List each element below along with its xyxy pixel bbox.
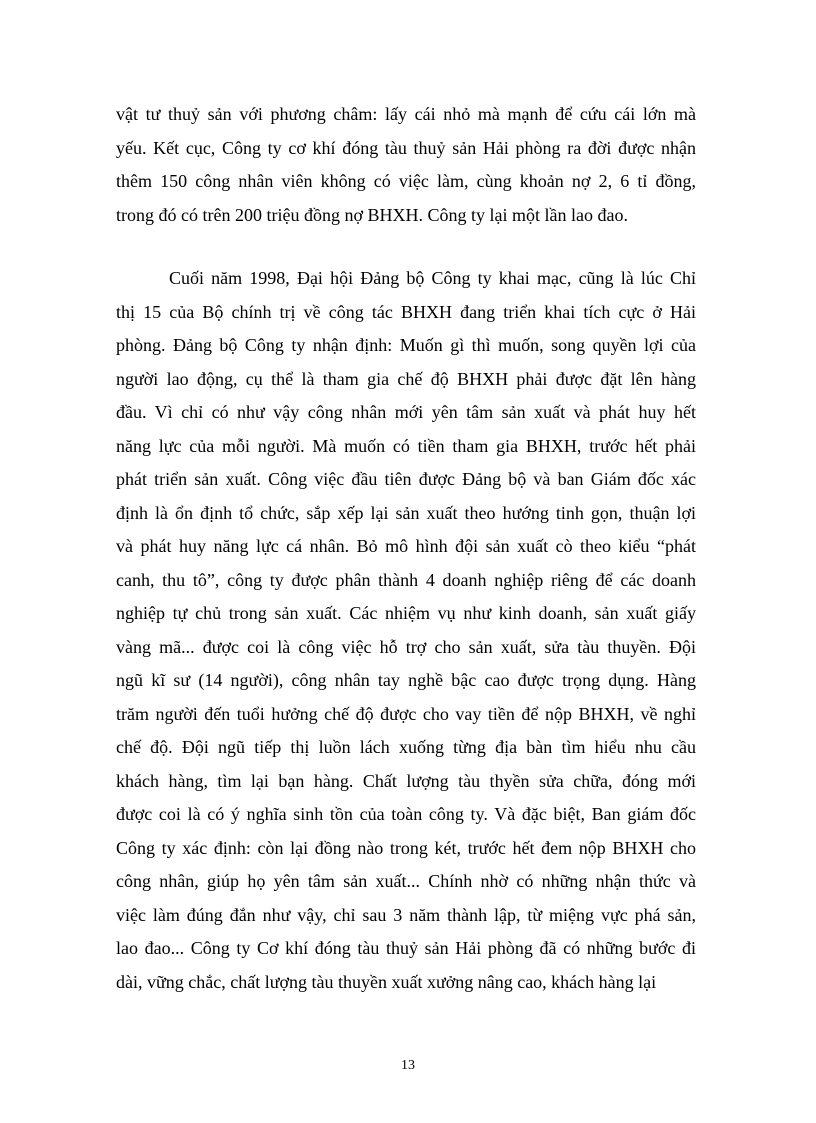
text-line: phát triển sản xuất. Công việc đầu tiên được Đảng bộ và ban Giám đốc xác: [116, 469, 696, 489]
text-line: Công ty xác định: còn lại đồng nào trong két, trước hết đem nộp BHXH cho: [116, 837, 696, 858]
paragraph-2: [116, 262, 696, 999]
text-line: thị 15 của Bộ chính trị về công tác BHXH đang triển khai tích cực ở Hải: [116, 301, 696, 322]
text-line: Cuối năm 1998, Đại hội Đảng bộ Công ty khai mạc, cũng là lúc Chỉ: [169, 268, 696, 288]
text-line: định là ổn định tổ chức, sắp xếp lại sản xuất theo hướng tinh gọn, thuận lợi: [116, 502, 696, 523]
page-number: 13: [401, 1058, 415, 1073]
text-line: việc làm đúng đắn như vậy, chỉ sau 3 năm thành lập, từ miệng vực phá sản,: [116, 904, 696, 925]
text-line: nghiệp tự chủ trong sản xuất. Các nhiệm vụ như kinh doanh, sản xuất giấy: [116, 603, 696, 623]
text-line: và phát huy năng lực cá nhân. Bỏ mô hình đội sản xuất cò theo kiểu “phát: [116, 536, 696, 556]
text-line: phòng. Đảng bộ Công ty nhận định: Muốn gì thì muốn, song quyền lợi của: [116, 335, 696, 355]
text-line: dài, vững chắc, chất lượng tàu thuyền xuất xưởng nâng cao, khách hàng lại: [116, 971, 657, 992]
paragraph-1: [116, 98, 696, 232]
text-line: năng lực của mỗi người. Mà muốn có tiền tham gia BHXH, trước hết phải: [116, 435, 696, 456]
text-line: công nhân, giúp họ yên tâm sản xuất... Chính nhờ có những nhận thức và: [116, 871, 696, 891]
text-line: khách hàng, tìm lại bạn hàng. Chất lượng tàu thyền sửa chữa, đóng mới: [116, 770, 696, 791]
text-line: vật tư thuỷ sản với phương châm: lấy cái nhỏ mà mạnh để cứu cái lớn mà: [116, 104, 696, 124]
text-line: trong đó có trên 200 triệu đồng nợ BHXH. Công ty lại một lần lao đao.: [116, 204, 628, 225]
text-line: ngũ kĩ sư (14 người), công nhân tay nghề bậc cao được trọng dụng. Hàng: [116, 670, 696, 690]
text-line: vàng mã... được coi là công việc hỗ trợ cho sản xuất, sửa tàu thuyền. Đội: [116, 636, 696, 657]
text-line: chế độ. Đội ngũ tiếp thị luồn lách xuống từng địa bàn tìm hiểu nhu cầu: [116, 737, 696, 757]
text-line: người lao động, cụ thể là tham gia chế độ BHXH phải được đặt lên hàng: [116, 368, 696, 389]
text-line: thêm 150 công nhân viên không có việc làm, cùng khoản nợ 2, 6 tỉ đồng,: [116, 171, 696, 191]
text-line: trăm người đến tuổi hưởng chế độ được cho vay tiền để nộp BHXH, về nghỉ: [116, 703, 696, 724]
text-line: đầu. Vì chỉ có như vậy công nhân mới yên tâm sản xuất và phát huy hết: [116, 402, 696, 422]
text-line: được coi là có ý nghĩa sinh tồn của toàn công ty. Và đặc biệt, Ban giám đốc: [116, 804, 696, 824]
text-line: yếu. Kết cục, Công ty cơ khí đóng tàu thuỷ sản Hải phòng ra đời được nhận: [116, 137, 696, 158]
text-line: lao đao... Công ty Cơ khí đóng tàu thuỷ sản Hải phòng đã có những bước đi: [116, 938, 696, 958]
text-line: canh, thu tô”, công ty được phân thành 4 doanh nghiệp riêng để các doanh: [116, 569, 696, 590]
